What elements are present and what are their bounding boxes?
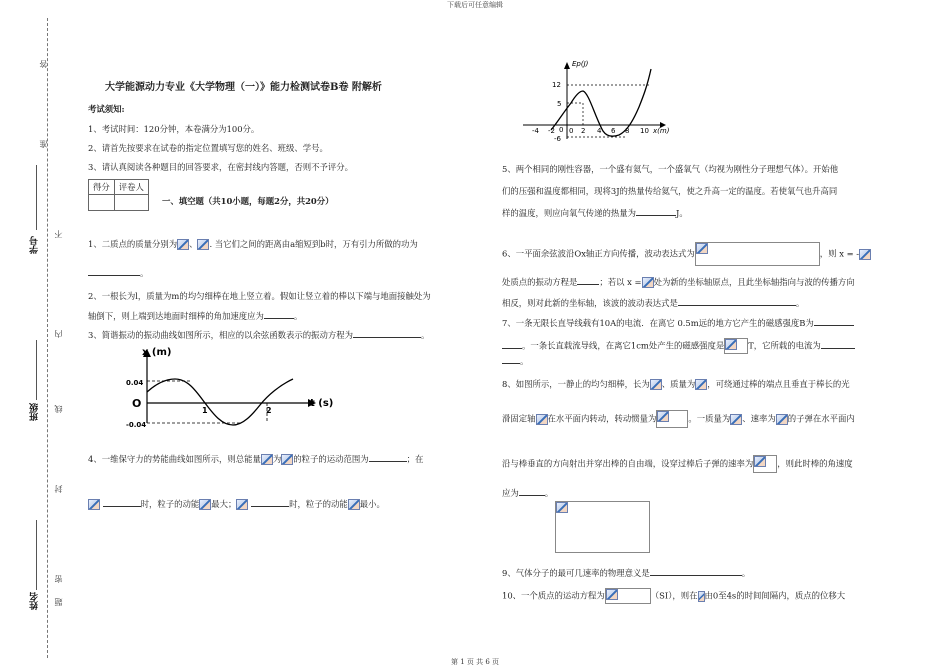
q3-answer-blank[interactable] bbox=[353, 328, 421, 338]
q7-line-2a: 。一条长直载流导线，在离它1cm处产生的磁感强度是 bbox=[522, 340, 725, 351]
formula-image-icon bbox=[261, 454, 273, 465]
formula-image-icon bbox=[236, 499, 248, 510]
notice-item-1: 1、考试时间：120分钟，本卷满分为100分。 bbox=[88, 124, 260, 134]
formula-image-icon bbox=[606, 589, 618, 600]
q7-line-2b: T，它所载的电流为 bbox=[748, 340, 821, 351]
ep-y-arrow bbox=[564, 62, 570, 69]
q4-text-f: 最大； bbox=[211, 499, 237, 509]
q5-line-2: 们的压强和温度都相同，现将3J的热量传给氦气，使之升高一定的温度。若使氧气也升高同 bbox=[502, 186, 838, 196]
formula-image-icon bbox=[696, 243, 708, 254]
q8-line-1c: ，可绕通过棒的端点且垂直于棒长的光 bbox=[707, 379, 850, 389]
question-8-line-3 bbox=[502, 455, 853, 473]
question-6-line-2 bbox=[502, 275, 855, 288]
q6-line-1a: 6、一平面余弦波沿Ox轴正方向传播，波动表达式为 bbox=[502, 248, 695, 259]
ep-xtick-10: 10 bbox=[640, 127, 649, 135]
q4-text-h: 最小。 bbox=[359, 499, 385, 509]
q4-x1-blank[interactable] bbox=[103, 497, 141, 507]
q4-range-blank[interactable] bbox=[369, 452, 407, 462]
ep-xtick-2: 2 bbox=[581, 127, 586, 135]
q4-text-d: ；在 bbox=[406, 454, 424, 464]
q6-formula-box bbox=[695, 242, 820, 266]
q2-end: 。 bbox=[293, 311, 303, 321]
q10-formula-box bbox=[605, 588, 651, 604]
q9-end: 。 bbox=[741, 568, 751, 578]
margin-label-inside: 内 bbox=[54, 330, 63, 338]
q3-text: 3、简谐振动的振动曲线如图所示，相应的以余弦函数表示的振动方程为 bbox=[88, 330, 353, 340]
formula-image-icon bbox=[776, 414, 788, 425]
formula-image-icon bbox=[657, 411, 669, 422]
q1-text-b: 、 bbox=[189, 239, 198, 249]
section-1-heading: 一、填空题（共10小题，每题2分，共20分） bbox=[162, 196, 334, 206]
q5-line-3: 样的温度，则应向氧气传递的热量为 bbox=[502, 208, 636, 218]
ep-xtick-0: 0 bbox=[569, 127, 574, 135]
ep-xtick-4: 4 bbox=[597, 127, 602, 135]
question-1-line-1 bbox=[88, 238, 418, 250]
margin-name-blank[interactable] bbox=[36, 520, 37, 590]
formula-image-icon bbox=[197, 239, 209, 250]
q4-text-c: 的粒子的运动范围为 bbox=[293, 454, 369, 464]
grader-cell-label: 评卷人 bbox=[114, 180, 148, 195]
q8-line-2a: 滑固定轴 bbox=[502, 413, 536, 424]
question-4-line-2 bbox=[88, 497, 385, 510]
formula-image-icon bbox=[536, 414, 548, 425]
question-8-line-4 bbox=[502, 486, 553, 499]
page-footer: 第 1 页 共 6 页 bbox=[450, 658, 500, 666]
formula-image-icon bbox=[754, 456, 766, 467]
q8-line-3a: 沿与棒垂直的方向射出并穿出棒的自由端，设穿过棒后子弹的速率为 bbox=[502, 458, 754, 469]
binding-line bbox=[47, 18, 48, 658]
question-1-line-2 bbox=[88, 266, 148, 279]
margin-label-question: 题 bbox=[54, 598, 63, 606]
q8-line-1a: 8、如图所示，一静止的均匀细棒，长为 bbox=[502, 379, 650, 389]
question-4-line-1 bbox=[88, 452, 423, 465]
q8-line-2d: 、速率为 bbox=[742, 413, 776, 424]
q9-text: 9、气体分子的最可几速率的物理意义是 bbox=[502, 568, 650, 578]
q4-text-e: 时，粒子的动能 bbox=[140, 499, 200, 509]
score-cell-input[interactable] bbox=[89, 195, 115, 211]
notice-item-2: 2、请首先按要求在试卷的指定位置填写您的姓名、班级、学号。 bbox=[88, 143, 328, 153]
ep-ytick-5: 5 bbox=[557, 100, 562, 108]
formula-image-icon bbox=[281, 454, 293, 465]
q6-end: 。 bbox=[795, 298, 805, 308]
graph3-ylabel: x (m) bbox=[142, 347, 172, 358]
question-8-line-2 bbox=[502, 410, 855, 428]
q7-b-blank[interactable] bbox=[814, 316, 854, 326]
question-6-line-3 bbox=[502, 296, 804, 309]
q5-answer-blank[interactable] bbox=[636, 206, 676, 216]
formula-image-icon bbox=[698, 591, 705, 602]
page-header: 下载后可任意编辑 bbox=[447, 1, 503, 9]
graph3-xtick-1: 1 bbox=[202, 406, 208, 415]
q6-vibration-blank[interactable] bbox=[577, 275, 599, 285]
notice-heading: 考试须知: bbox=[88, 104, 125, 114]
ep-ytick-12: 12 bbox=[552, 81, 561, 89]
q1-text-a: 1、二质点的质量分别为 bbox=[88, 239, 178, 249]
q8-line-1b: 、质量为 bbox=[661, 379, 696, 389]
q10-text-a: 10、一个质点的运动方程为 bbox=[502, 590, 605, 601]
formula-image-icon bbox=[177, 239, 189, 250]
q7-current-blank[interactable] bbox=[821, 339, 855, 349]
margin-class-blank[interactable] bbox=[36, 340, 37, 400]
ep-xtick-8: 8 bbox=[625, 127, 630, 135]
q7-current-blank-cont[interactable] bbox=[502, 354, 520, 364]
grader-cell-input[interactable] bbox=[114, 195, 148, 211]
margin-class-label: 班级 bbox=[30, 403, 40, 421]
margin-label-allow: 准 bbox=[39, 140, 48, 148]
q8-inertia-box bbox=[656, 410, 688, 428]
q8-line-3b: ，则此时棒的角速度 bbox=[777, 458, 853, 469]
q10-text-b: （SI），则在 bbox=[650, 590, 698, 601]
question-3 bbox=[88, 328, 429, 341]
graph3-ytick-top: 0.04 bbox=[126, 379, 144, 387]
ep-xtick-6: 6 bbox=[611, 127, 616, 135]
question-9 bbox=[502, 566, 750, 579]
q7-b-blank-cont[interactable] bbox=[502, 339, 522, 349]
q5-end: J。 bbox=[676, 208, 688, 218]
ep-xlabel: x(m) bbox=[653, 127, 670, 135]
q8-figure-box bbox=[555, 501, 650, 553]
ep-xtick--2: -2 bbox=[548, 127, 555, 135]
graph3-ytick-bot: -0.04 bbox=[126, 421, 147, 429]
q8-line-2e: 的子弹在水平面内 bbox=[787, 413, 855, 424]
question-8-line-1 bbox=[502, 378, 850, 390]
q8-speed-box bbox=[753, 455, 777, 473]
q8-line-4: 应为 bbox=[502, 488, 519, 498]
exam-title: 大学能源动力专业《大学物理（一）》能力检测试卷B卷 附解析 bbox=[105, 82, 382, 93]
q8-line-2b: 在水平面内转动，转动惯量为 bbox=[547, 413, 657, 424]
oscillation-graph bbox=[126, 343, 350, 435]
formula-image-icon bbox=[199, 499, 211, 510]
q6-line-2b: ；若以 x = bbox=[599, 277, 642, 287]
formula-image-icon bbox=[348, 499, 360, 510]
formula-image-icon bbox=[695, 379, 707, 390]
q7-line-1: 7、一条无限长直导线载有10A的电流．在离它 0.5m远的地方它产生的磁感强度B为 bbox=[502, 318, 814, 328]
q1-text-d: 。 bbox=[140, 268, 149, 278]
q8-answer-blank[interactable] bbox=[519, 486, 545, 496]
margin-label-answer: 答 bbox=[39, 60, 48, 68]
q4-x2-blank[interactable] bbox=[251, 497, 289, 507]
question-5-line-3 bbox=[502, 206, 688, 219]
potential-energy-graph bbox=[515, 57, 685, 147]
score-table bbox=[88, 179, 149, 211]
question-6-line-1 bbox=[502, 242, 871, 266]
q2-line-2: 轴倒下，则上端到达地面时细棒的角加速度应为 bbox=[88, 311, 264, 321]
formula-image-icon bbox=[642, 277, 654, 288]
q1-answer-blank[interactable] bbox=[88, 266, 140, 276]
margin-student-id-blank[interactable] bbox=[36, 165, 37, 230]
q1-text-c: . 当它们之间的距离由a缩短到b时，万有引力所做的功为 bbox=[209, 239, 418, 249]
score-cell-label: 得分 bbox=[89, 180, 115, 195]
ep-ytick-neg6: -6 bbox=[554, 135, 561, 143]
margin-label-seal: 封 bbox=[54, 485, 63, 493]
q3-end: 。 bbox=[420, 330, 430, 340]
q6-line-3: 相反，则对此新的坐标轴，该波的波动表达式是 bbox=[502, 298, 678, 308]
ep-xtick--4: -4 bbox=[532, 127, 539, 135]
notice-item-3: 3、请认真阅读各种题目的回答要求，在密封线内答题，否则不予评分。 bbox=[88, 162, 353, 172]
graph3-xtick-2: 2 bbox=[266, 406, 272, 415]
margin-label-secret: 密 bbox=[54, 575, 63, 583]
q10-text-c: 由0至4s的时间间隔内，质点的位移大 bbox=[704, 590, 846, 601]
q2-line-1: 2、一根长为l，质量为m的均匀细棒在地上竖立着。假如让竖立着的棒以下端与地面接触处为 bbox=[88, 291, 431, 301]
margin-label-not: 不 bbox=[54, 230, 63, 238]
question-7-line-3 bbox=[502, 354, 528, 367]
question-2-line-2 bbox=[88, 309, 302, 322]
formula-image-icon bbox=[556, 502, 568, 513]
ep-ylabel: Ep(J) bbox=[572, 60, 589, 68]
formula-image-icon bbox=[859, 249, 871, 260]
q7-formula-box bbox=[724, 338, 748, 354]
question-7-line-1 bbox=[502, 316, 854, 329]
ep-ytick-0: 0 bbox=[559, 126, 564, 134]
q7-end: 。 bbox=[520, 356, 529, 366]
margin-student-id-label: 学号 bbox=[30, 236, 40, 254]
q5-line-1: 5、两个相同的刚性容器，一个盛有氦气，一个盛氧气（均视为刚性分子理想气体）。开始他 bbox=[502, 164, 839, 174]
question-7-line-2 bbox=[502, 338, 855, 354]
q6-line-2c: 处为新的坐标轴原点，且此坐标轴指向与波的传播方向 bbox=[653, 277, 855, 287]
q4-text-b: 为 bbox=[272, 454, 282, 464]
graph3-origin: O bbox=[132, 397, 142, 410]
formula-image-icon bbox=[650, 379, 662, 390]
q6-line-2a: 处质点的振动方程是 bbox=[502, 277, 578, 287]
q4-text-g: 时，粒子的动能 bbox=[289, 499, 348, 509]
q6-line-1b: ，则 x = - bbox=[819, 248, 860, 259]
formula-image-icon bbox=[730, 414, 742, 425]
margin-label-line: 线 bbox=[54, 405, 63, 413]
formula-image-icon bbox=[725, 339, 737, 350]
q9-answer-blank[interactable] bbox=[650, 566, 742, 576]
formula-image-icon bbox=[88, 499, 100, 510]
q8-line-2c: 。一质量为 bbox=[688, 413, 731, 424]
q6-wave-blank[interactable] bbox=[678, 296, 796, 306]
q8-end: 。 bbox=[544, 488, 554, 498]
question-10 bbox=[502, 588, 845, 604]
margin-name-label: 姓名 bbox=[30, 592, 40, 610]
q2-answer-blank[interactable] bbox=[264, 309, 294, 319]
graph3-xlabel: t (s) bbox=[310, 398, 334, 409]
graph3-curve bbox=[147, 379, 293, 425]
q4-text-a: 4、一维保守力的势能曲线如图所示，则总能量 bbox=[88, 454, 261, 464]
